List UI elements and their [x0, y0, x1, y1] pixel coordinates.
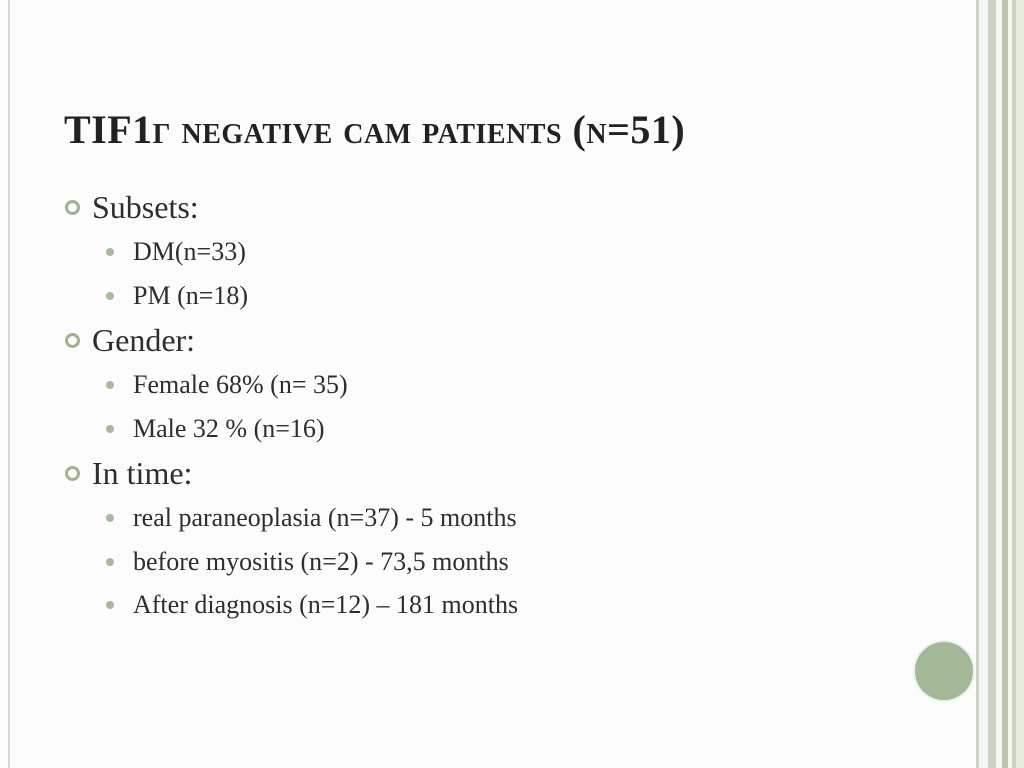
subsets-list [62, 230, 902, 317]
dot-bullet-icon [106, 601, 114, 609]
list-item [62, 496, 902, 540]
hollow-circle-bullet-icon [65, 333, 80, 348]
list-item-text: Male 32 % (n=16) [133, 413, 325, 443]
slide-title: TIF1г negative cam patients (n=51) [64, 107, 686, 152]
list-item-text: real paraneoplasia (n=37) - 5 months [133, 503, 517, 532]
dot-bullet-icon [106, 248, 114, 256]
slide-content [62, 184, 902, 627]
list-item-text: Female 68% (n= 35) [133, 370, 348, 399]
section-heading: Gender: [92, 322, 196, 358]
stripe [979, 0, 988, 768]
list-item [62, 230, 902, 274]
decorative-green-circle [913, 640, 975, 702]
list-item [62, 540, 902, 584]
list-item [62, 363, 902, 407]
list-item [62, 583, 902, 627]
list-item-text: PM (n=18) [133, 280, 249, 310]
dot-bullet-icon [106, 514, 114, 522]
left-border-line [8, 0, 10, 768]
list-item-text: before myositis (n=2) - 73,5 months [133, 546, 509, 576]
right-decorative-stripes [976, 0, 1024, 768]
section-heading: In time: [92, 455, 193, 491]
dot-bullet-icon [106, 292, 114, 300]
dot-bullet-icon [106, 425, 114, 433]
gender-list [62, 363, 902, 450]
list-item [62, 407, 902, 451]
dot-bullet-icon [106, 381, 114, 389]
list-item-text: DM(n=33) [133, 237, 246, 266]
section-subsets [62, 184, 902, 230]
dot-bullet-icon [106, 558, 114, 566]
hollow-circle-bullet-icon [65, 200, 80, 215]
list-item [62, 274, 902, 318]
hollow-circle-bullet-icon [65, 466, 80, 481]
section-in-time [62, 450, 902, 496]
stripe [988, 0, 996, 768]
in-time-list [62, 496, 902, 627]
list-item-text: After diagnosis (n=12) – 181 months [133, 590, 519, 619]
section-gender [62, 317, 902, 363]
section-heading: Subsets: [92, 189, 199, 225]
stripe [1016, 0, 1024, 768]
